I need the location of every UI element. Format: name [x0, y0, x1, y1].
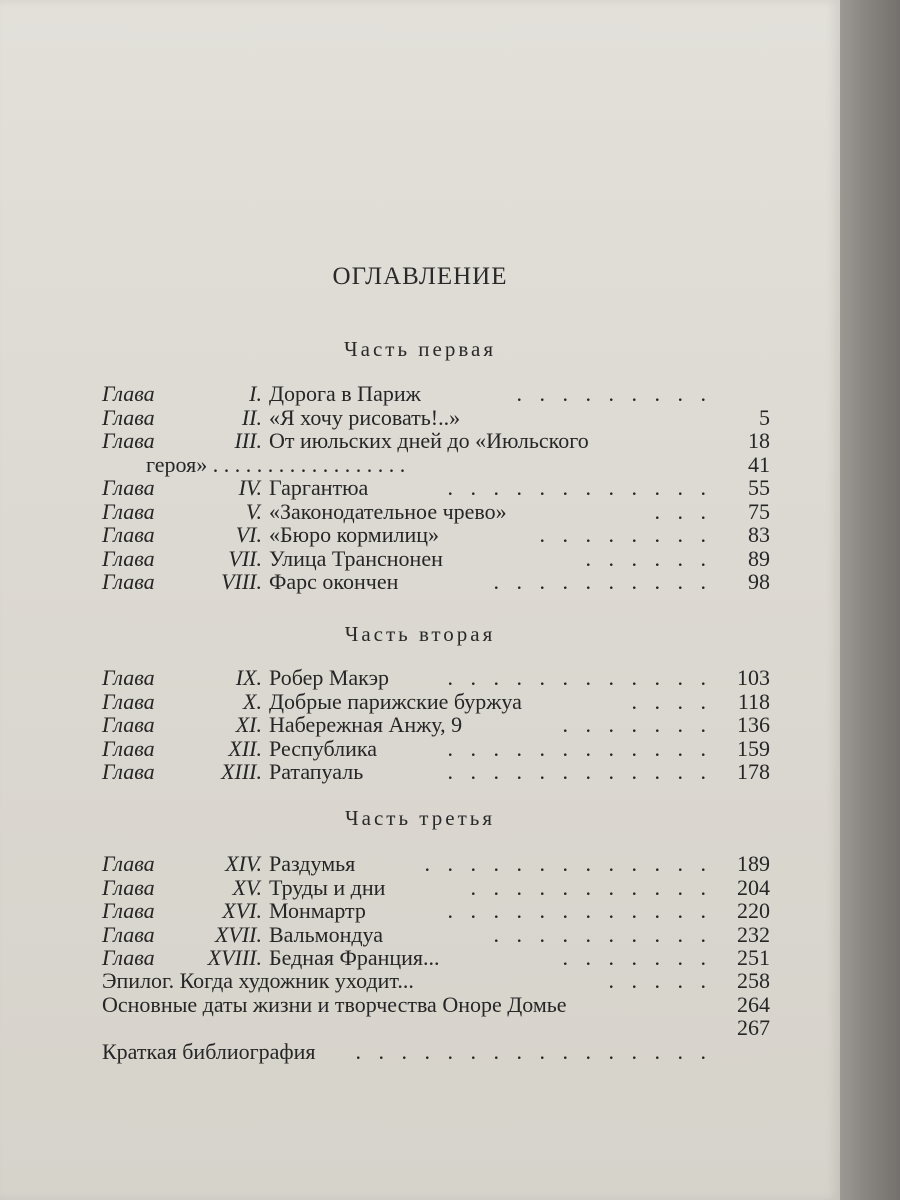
page-number: 136: [737, 712, 770, 737]
chapter-word: Глава: [102, 665, 155, 690]
toc-row: [102, 547, 770, 571]
chapter-number: XV.: [232, 874, 262, 900]
chapter-word: Глава: [102, 522, 155, 547]
page-title: ОГЛАВЛЕНИЕ: [332, 263, 508, 290]
page-number: 98: [748, 569, 770, 594]
chapter-title: героя» . . . . . . . . . . . . . . . . . .: [146, 451, 406, 477]
page-number: 89: [748, 545, 770, 571]
chapter-title: Республика: [269, 735, 378, 761]
chapter-number: XIV.: [225, 851, 262, 876]
page-number: 251: [737, 945, 770, 970]
page-number: 159: [737, 735, 770, 761]
part-heading-2: Часть вторая: [344, 622, 496, 646]
page-number: 83: [748, 522, 770, 547]
toc-part-3: [102, 852, 770, 970]
chapter-word: Глава: [102, 898, 155, 923]
page-number: 178: [737, 759, 770, 784]
leader-dots: . . . . . . . . . .: [493, 921, 712, 947]
chapter-title: Раздумья: [269, 851, 356, 876]
chapter-number: III.: [234, 428, 262, 453]
chapter-word: Глава: [102, 851, 155, 876]
toc-row: [102, 899, 770, 923]
leader-dots: . . . .: [631, 688, 712, 714]
chapter-number: V.: [245, 498, 262, 524]
leader-dots: . . . . . . . . . .: [493, 569, 712, 594]
chapter-number: IX.: [235, 665, 262, 690]
chapter-number: XVI.: [222, 898, 262, 923]
leader-dots: . . . . . . . . . . . .: [447, 665, 712, 690]
chapter-number: VII.: [228, 545, 262, 571]
chapter-title: Улица Транснонен: [269, 545, 443, 571]
chapter-number: XVII.: [214, 921, 262, 947]
leader-dots: . . . . . . . . . . . .: [447, 735, 712, 761]
leader-dots: . . . . . . . . . . .: [470, 874, 712, 900]
toc-row: [102, 476, 770, 500]
toc-row: [102, 760, 770, 784]
toc-row: [102, 406, 770, 430]
chapter-title: Бедная Франция...: [269, 945, 440, 970]
chapter-word: Глава: [102, 545, 155, 571]
toc-row: [102, 713, 770, 737]
chapter-title: От июльских дней до «Июльского: [269, 428, 589, 453]
chapter-number: VIII.: [221, 569, 262, 594]
toc-row: [102, 946, 770, 970]
page-number: 118: [737, 688, 770, 714]
page-number: 220: [737, 898, 770, 923]
leader-dots: . . . . . . .: [562, 945, 712, 970]
page-number: 5: [759, 404, 770, 430]
page-number: 55: [748, 475, 770, 500]
chapter-word: Глава: [102, 428, 155, 453]
chapter-word: Глава: [102, 404, 155, 430]
leader-dots: . . . . . . . . . . . . .: [424, 851, 712, 876]
chapter-word: Глава: [102, 945, 155, 970]
chapter-number: II.: [241, 404, 262, 430]
page-number: 264: [737, 991, 770, 1017]
page-number: 232: [737, 921, 770, 947]
chapter-word: Глава: [102, 381, 155, 406]
page-number: 189: [737, 851, 770, 876]
chapter-title: Гаргантюа: [269, 475, 369, 500]
entry-title: Основные даты жизни и творчества Оноре Домье: [102, 991, 567, 1017]
toc-row: [102, 993, 770, 1017]
toc-row: [102, 737, 770, 761]
chapter-title: Дорога в Париж: [269, 381, 421, 406]
chapter-word: Глава: [102, 688, 155, 714]
toc-part-2: [102, 666, 770, 784]
leader-dots: . . .: [654, 498, 712, 524]
toc-row: [102, 1040, 770, 1064]
chapter-title: Монмартр: [269, 898, 366, 923]
leader-dots: . . . . . . . . . . . .: [447, 759, 712, 784]
entry-title: Эпилог. Когда художник уходит...: [102, 968, 414, 993]
chapter-word: Глава: [102, 735, 155, 761]
leader-dots: . . . . . . . . . . . . . . . .: [355, 1038, 712, 1064]
chapter-number: I.: [249, 381, 262, 406]
chapter-word: Глава: [102, 874, 155, 900]
chapter-number: XII.: [228, 735, 262, 761]
toc-row: [102, 523, 770, 547]
chapter-word: Глава: [102, 759, 155, 784]
part-heading-3: Часть третья: [345, 806, 495, 830]
toc-extras: [102, 969, 770, 1063]
chapter-title: Набережная Анжу, 9: [269, 712, 463, 737]
chapter-number: IV.: [238, 475, 262, 500]
chapter-word: Глава: [102, 498, 155, 524]
leader-dots: . . . . . . .: [562, 712, 712, 737]
entry-title: Краткая библиография: [102, 1038, 316, 1064]
page-number: 258: [737, 968, 770, 993]
toc-row: [102, 666, 770, 690]
chapter-number: XVIII.: [207, 945, 262, 970]
page-number: 204: [737, 874, 770, 900]
leader-dots: . . . . . . . . . . . .: [447, 898, 712, 923]
page-number: 75: [748, 498, 770, 524]
toc-row: [102, 876, 770, 900]
chapter-number: XIII.: [221, 759, 262, 784]
chapter-number: VI.: [235, 522, 262, 547]
chapter-title: «Законодательное чрево»: [269, 498, 507, 524]
chapter-word: Глава: [102, 712, 155, 737]
chapter-title: Фарс окончен: [269, 569, 399, 594]
toc-row: [102, 852, 770, 876]
leader-dots: . . . . .: [608, 968, 712, 993]
chapter-title: «Бюро кормилиц»: [269, 522, 440, 547]
leader-dots: . . . . . . . . .: [516, 381, 712, 406]
chapter-word: Глава: [102, 921, 155, 947]
book-page-edge: [840, 0, 900, 1200]
chapter-number: XI.: [235, 712, 262, 737]
chapter-number: X.: [243, 688, 262, 714]
page-number: 41: [748, 451, 770, 477]
toc-row: [102, 969, 770, 993]
toc-row: [102, 500, 770, 524]
page-number: 267: [737, 1015, 770, 1040]
chapter-title: Труды и дни: [269, 874, 386, 900]
chapter-title: Вальмондуа: [269, 921, 384, 947]
leader-dots: . . . . . .: [585, 545, 712, 571]
chapter-title: Ратапуаль: [269, 759, 364, 784]
leader-dots: . . . . . . . .: [539, 522, 712, 547]
chapter-word: Глава: [102, 475, 155, 500]
part-heading-1: Часть первая: [344, 337, 496, 361]
toc-part-1: [102, 382, 770, 594]
chapter-word: Глава: [102, 569, 155, 594]
chapter-title: Добрые парижские буржуа: [269, 688, 522, 714]
toc-row: [102, 1016, 770, 1040]
page-number: 18: [748, 428, 770, 453]
toc-row: [102, 382, 770, 406]
toc-row: [102, 923, 770, 947]
page-number: 103: [737, 665, 770, 690]
chapter-title: Робер Макэр: [269, 665, 390, 690]
toc-row: [102, 429, 770, 453]
chapter-title: «Я хочу рисовать!..»: [269, 404, 461, 430]
leader-dots: . . . . . . . . . . . .: [447, 475, 712, 500]
toc-row: [102, 570, 770, 594]
toc-row: [102, 690, 770, 714]
toc-row: [102, 453, 770, 477]
